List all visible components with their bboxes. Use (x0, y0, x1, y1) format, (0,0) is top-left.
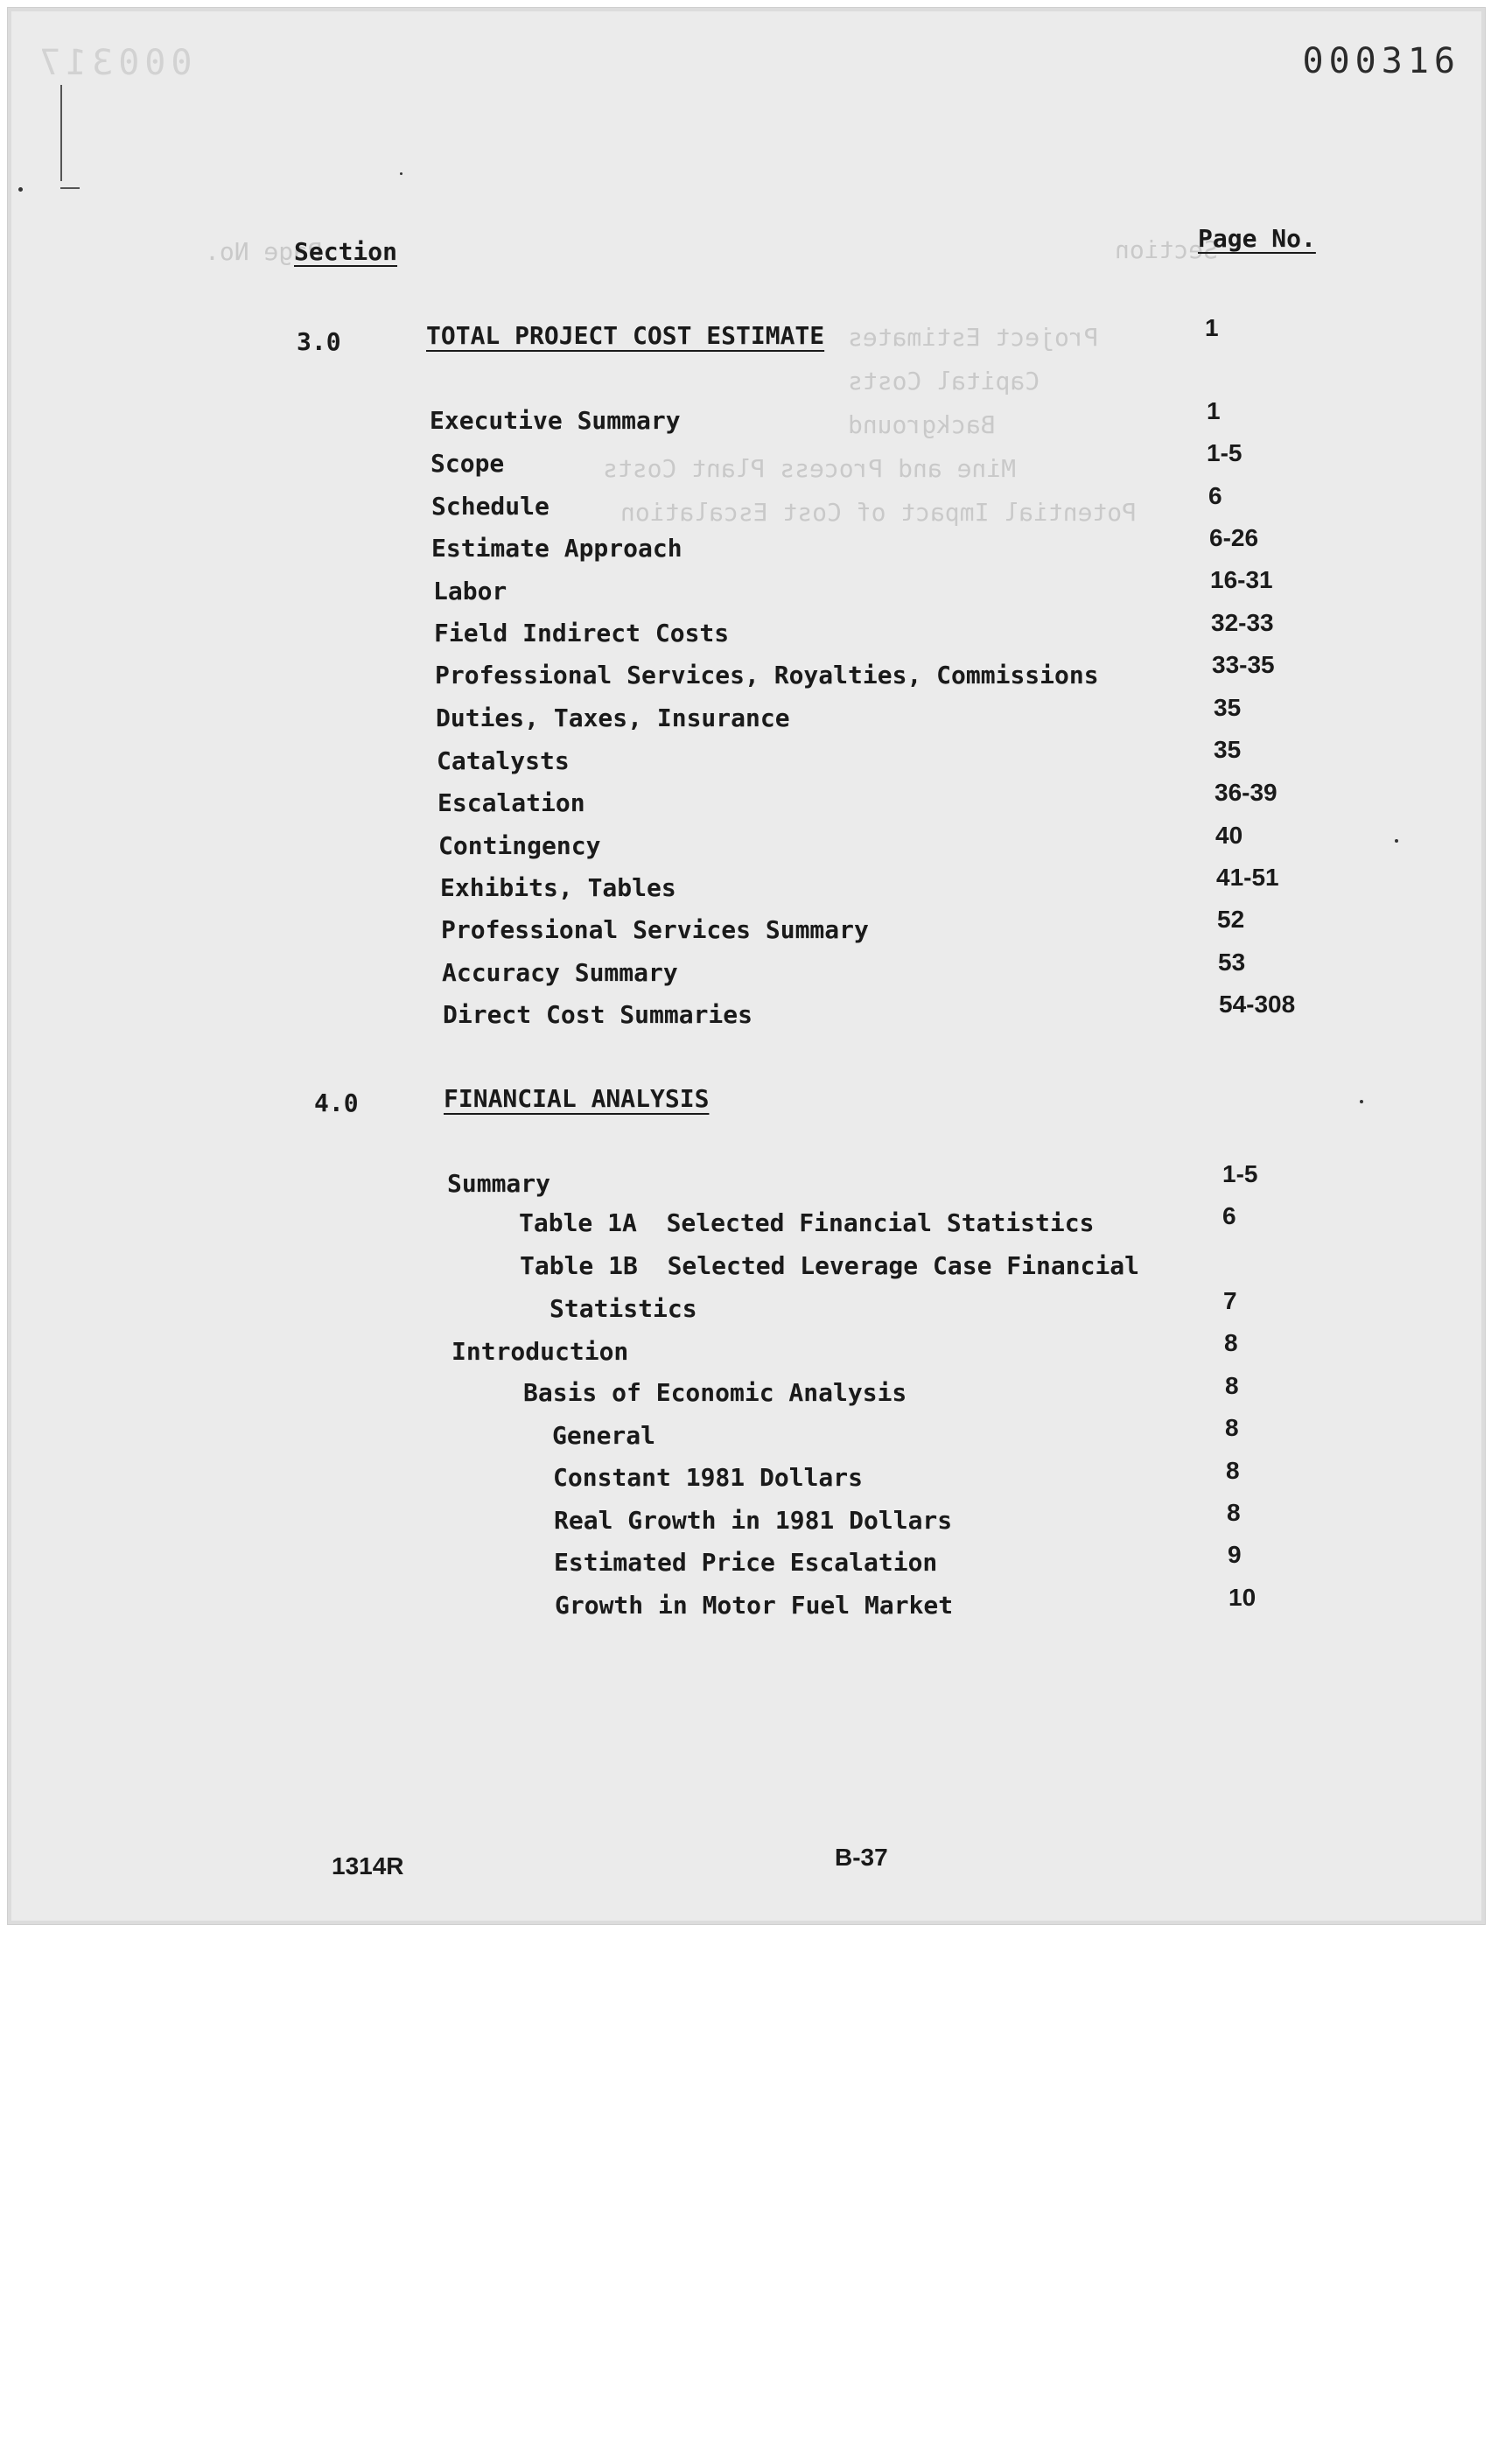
toc-page: 8 (1226, 1457, 1240, 1484)
toc-item: Estimated Price Escalation (554, 1548, 938, 1577)
toc-item: Estimate Approach (431, 534, 682, 563)
section-number: 4.0 (314, 1088, 359, 1117)
section-page: 1 (1205, 314, 1219, 341)
toc-page: 10 (1228, 1584, 1256, 1611)
footer-code: 1314R (332, 1852, 404, 1880)
toc-item: Real Growth in 1981 Dollars (554, 1506, 953, 1535)
show-through-section: Section (1115, 235, 1219, 264)
toc-item: Professional Services, Royalties, Commissions (435, 661, 1099, 690)
document-page (7, 7, 1486, 1925)
toc-page: 6 (1222, 1202, 1236, 1229)
toc-page: 6-26 (1209, 524, 1259, 551)
toc-page: 32-33 (1211, 609, 1274, 636)
toc-item: Table 1B Selected Leverage Case Financial (520, 1251, 1140, 1280)
toc-item: Direct Cost Summaries (443, 1000, 753, 1029)
edge-mark (60, 85, 62, 181)
toc-page: 9 (1228, 1541, 1242, 1568)
speck (1395, 839, 1398, 843)
show-through-line: Project Estimates (848, 323, 1099, 352)
toc-item: Field Indirect Costs (434, 619, 730, 648)
toc-page: 8 (1225, 1372, 1239, 1399)
toc-page: 8 (1225, 1414, 1239, 1441)
toc-item: Growth in Motor Fuel Market (555, 1591, 954, 1620)
toc-page: 35 (1214, 694, 1242, 721)
toc-page: 1 (1207, 397, 1221, 424)
toc-item: Catalysts (437, 746, 570, 775)
speck (18, 187, 23, 192)
toc-item: Executive Summary (430, 406, 681, 435)
toc-item: Accuracy Summary (442, 958, 678, 987)
show-through-line: Capital Costs (848, 367, 1040, 396)
toc-page: 36-39 (1214, 779, 1278, 806)
edge-mark (60, 187, 80, 189)
show-through-line: Potential Impact of Cost Escalation (620, 498, 1138, 527)
toc-page: 1-5 (1207, 439, 1242, 466)
toc-page: 41-51 (1216, 864, 1279, 891)
section-number: 3.0 (297, 327, 341, 356)
toc-item: Exhibits, Tables (440, 873, 676, 902)
document-number: 000316 (1302, 41, 1460, 81)
toc-item: Professional Services Summary (441, 915, 869, 944)
toc-page: 16-31 (1210, 566, 1273, 593)
footer-page-number: B-37 (835, 1844, 888, 1871)
toc-page: 54-308 (1219, 990, 1296, 1018)
page-column-header: Page No. (1198, 224, 1316, 253)
toc-page: 8 (1227, 1499, 1241, 1526)
show-through-page-no: Page No. (205, 237, 323, 266)
toc-item: Contingency (438, 831, 601, 860)
toc-page: 53 (1218, 948, 1246, 976)
toc-item: Scope (430, 449, 505, 478)
speck (1360, 1100, 1363, 1103)
toc-page: 52 (1217, 906, 1245, 933)
toc-item: Basis of Economic Analysis (523, 1378, 907, 1407)
section-title: FINANCIAL ANALYSIS (444, 1084, 710, 1113)
toc-page: 35 (1214, 736, 1242, 763)
toc-item: Table 1A Selected Financial Statistics (519, 1208, 1095, 1237)
speck (400, 172, 402, 175)
toc-page: 6 (1208, 482, 1222, 509)
toc-item: Statistics (550, 1294, 697, 1323)
toc-item: Labor (433, 577, 508, 606)
toc-item: Duties, Taxes, Insurance (436, 704, 790, 732)
toc-page: 1-5 (1222, 1160, 1258, 1187)
toc-page: 7 (1223, 1287, 1237, 1314)
toc-page: 40 (1215, 822, 1243, 849)
toc-item: Summary (447, 1169, 551, 1198)
toc-item: Schedule (431, 492, 550, 521)
show-through-number: 000317 (34, 43, 192, 83)
show-through-line: Mine and Process Plant Costs (603, 454, 1017, 483)
toc-item: Escalation (438, 788, 585, 817)
toc-page: 33-35 (1212, 651, 1275, 678)
toc-item: Constant 1981 Dollars (553, 1463, 864, 1492)
section-column-header: Section (294, 237, 398, 266)
toc-item: General (552, 1421, 656, 1450)
toc-item: Introduction (452, 1337, 629, 1366)
toc-page: 8 (1224, 1329, 1238, 1356)
section-title: TOTAL PROJECT COST ESTIMATE (426, 321, 825, 350)
show-through-line: Background (848, 410, 996, 439)
